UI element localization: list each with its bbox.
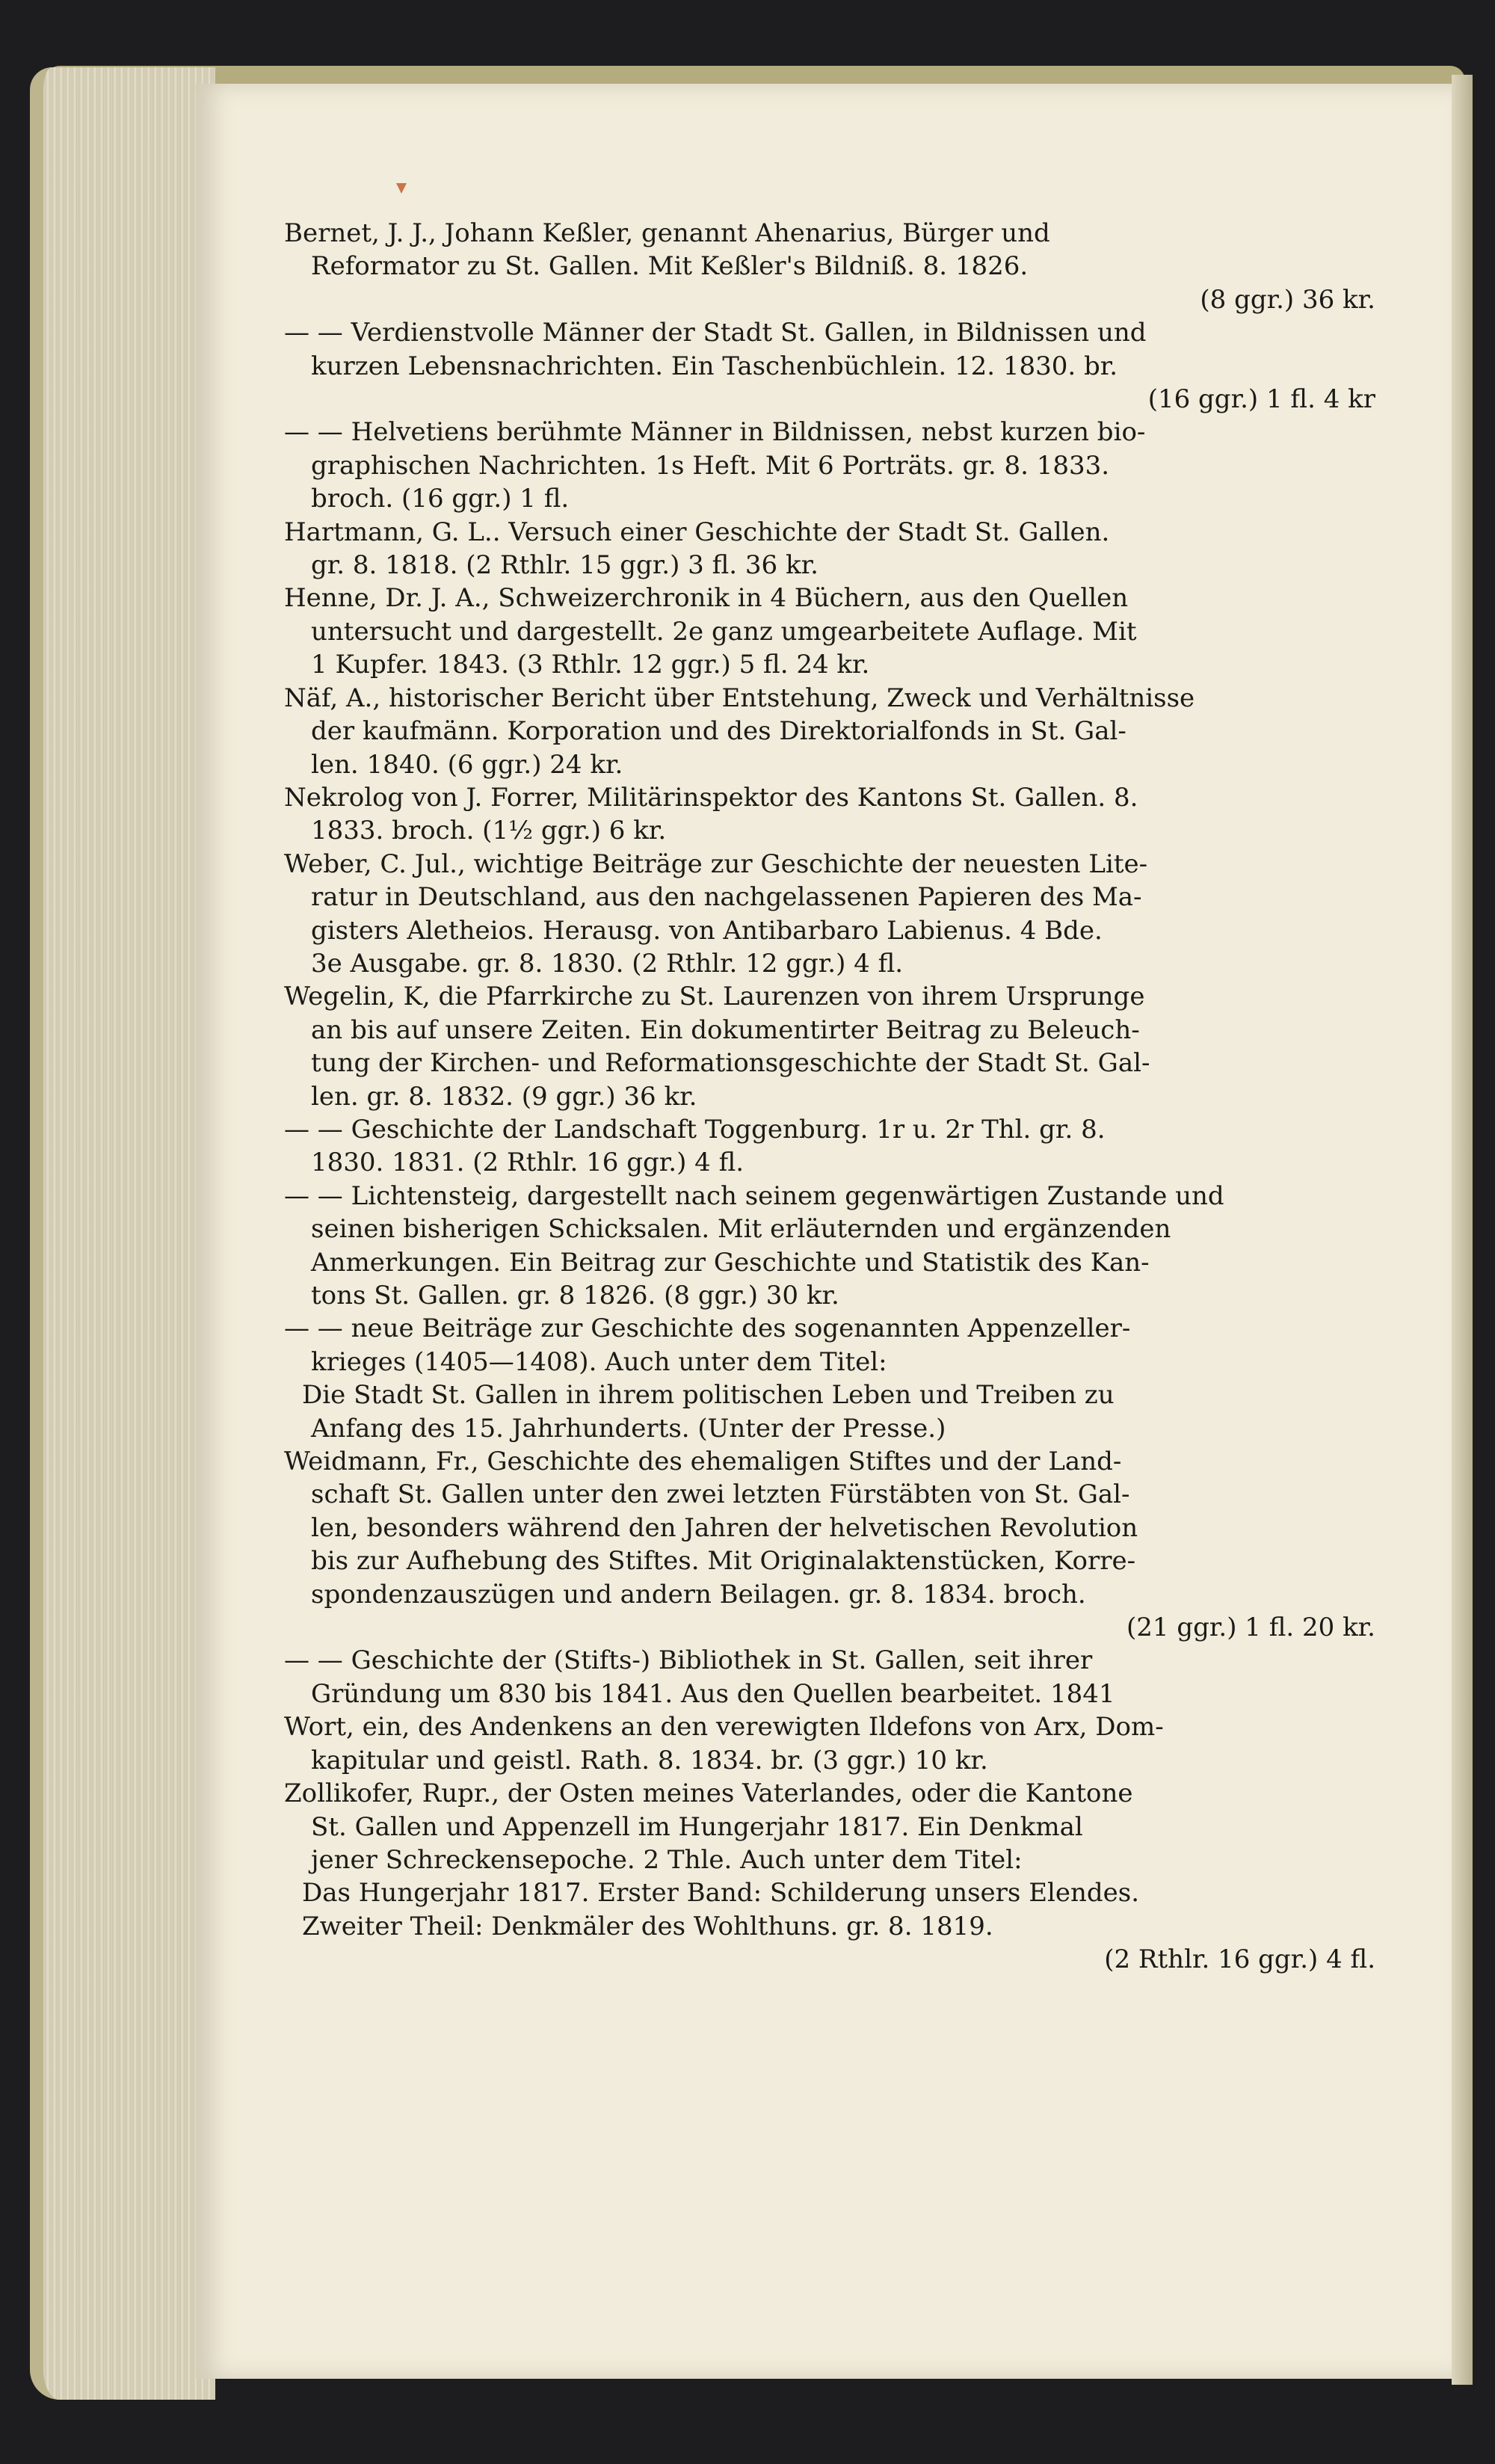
entry-line: Gründung um 830 bis 1841. Aus den Quellen bearbeitet. 1841 xyxy=(311,1678,1115,1709)
entry-line: Weidmann, Fr., Geschichte des ehemaligen Stiftes und der Land- xyxy=(284,1447,1122,1477)
entry-line: 1830. 1831. (2 Rthlr. 16 ggr.) 4 fl. xyxy=(311,1148,745,1178)
entry-line: — — Verdienstvolle Männer der Stadt St. Gallen, in Bildnissen und xyxy=(284,318,1147,348)
entry-line: Nekrolog von J. Forrer, Militärinspektor des Kantons St. Gallen. 8. xyxy=(284,782,1138,813)
entry-line: Bernet, J. J., Johann Keßler, genannt Ahenarius, Bürger und xyxy=(284,218,1050,248)
entry-line: Wort, ein, des Andenkens an den verewigten Ildefons von Arx, Dom- xyxy=(284,1712,1164,1743)
page-edges xyxy=(30,67,215,2400)
entry-line: — — Lichtensteig, dargestellt nach seinem gegenwärtigen Zustande und xyxy=(284,1180,1224,1211)
entry-line: — — Geschichte der (Stifts-) Bibliothek in St. Gallen, seit ihrer xyxy=(284,1645,1093,1676)
entry-line: untersucht und dargestellt. 2e ganz umgearbeitete Auflage. Mit xyxy=(311,616,1137,647)
catalog-entry xyxy=(284,516,1375,582)
entry-line: Henne, Dr. J. A., Schweizerchronik in 4 Büchern, aus den Quellen xyxy=(284,583,1129,614)
entry-line: tons St. Gallen. gr. 8 1826. (8 ggr.) 30 kr. xyxy=(311,1281,839,1310)
entry-line: gr. 8. 1818. (2 Rthlr. 15 ggr.) 3 fl. 36 kr. xyxy=(311,550,819,581)
catalog-entry xyxy=(284,217,1375,316)
entry-line: Näf, A., historischer Bericht über Entstehung, Zweck und Verhältnisse xyxy=(284,683,1195,713)
entry-line: Zweiter Theil: Denkmäler des Wohlthuns. gr. 8. 1819. xyxy=(302,1911,993,1941)
entry-line: jener Schreckensepoche. 2 Thle. Auch unter dem Titel: xyxy=(311,1844,1023,1875)
entry-line: Reformator zu St. Gallen. Mit Keßler's Bildniß. 8. 1826. xyxy=(311,251,1029,282)
catalog-entry xyxy=(284,1710,1375,1777)
entry-line: Anmerkungen. Ein Beitrag zur Geschichte und Statistik des Kan- xyxy=(311,1247,1150,1278)
entry-line: krieges (1405—1408). Auch unter dem Titel: xyxy=(311,1346,887,1377)
catalog-entry xyxy=(284,416,1375,515)
page-right-edge xyxy=(1452,75,1473,2385)
entry-line: broch. (16 ggr.) 1 fl. xyxy=(311,484,570,514)
entry-line: St. Gallen und Appenzell im Hungerjahr 1817. Ein Denkmal xyxy=(311,1811,1083,1842)
catalog-entry xyxy=(284,1180,1375,1313)
entry-line: Hartmann, G. L.. Versuch einer Geschichte der Stadt St. Gallen. xyxy=(284,517,1110,547)
entry-line: 1833. broch. (1½ ggr.) 6 kr. xyxy=(311,816,667,846)
entry-price: (2 Rthlr. 16 ggr.) 4 fl. xyxy=(1104,1944,1375,1975)
entry-line: spondenzauszügen und andern Beilagen. gr. 8. 1834. broch. xyxy=(311,1579,1086,1610)
entry-price: (8 ggr.) 36 kr. xyxy=(1200,284,1375,315)
catalog-entry xyxy=(284,1445,1375,1644)
catalog-entry xyxy=(284,1113,1375,1180)
entry-line: tung der Kirchen- und Reformationsgeschichte der Stadt St. Gal- xyxy=(311,1048,1150,1079)
entry-line: Weber, C. Jul., wichtige Beiträge zur Geschichte der neuesten Lite- xyxy=(284,848,1148,879)
entry-line: graphischen Nachrichten. 1s Heft. Mit 6 Porträts. gr. 8. 1833. xyxy=(311,450,1110,481)
entry-line: Anfang des 15. Jahrhunderts. (Unter der Presse.) xyxy=(311,1413,946,1444)
entry-line: Das Hungerjahr 1817. Erster Band: Schilderung unsers Elendes. xyxy=(302,1878,1140,1909)
entry-line: kurzen Lebensnachrichten. Ein Taschenbüchlein. 12. 1830. br. xyxy=(311,351,1118,381)
catalog-entry xyxy=(284,316,1375,416)
entry-line: Zollikofer, Rupr., der Osten meines Vaterlandes, oder die Kantone xyxy=(284,1778,1133,1809)
entry-line: Wegelin, K, die Pfarrkirche zu St. Laurenzen von ihrem Ursprunge xyxy=(284,982,1145,1012)
entry-line: schaft St. Gallen unter den zwei letzten Fürstäbten von St. Gal- xyxy=(311,1479,1130,1510)
catalog-entry xyxy=(284,980,1375,1113)
catalog-entry xyxy=(284,1644,1375,1710)
catalog-entry xyxy=(284,1777,1375,1976)
entry-line: Die Stadt St. Gallen in ihrem politischen Leben und Treiben zu xyxy=(302,1380,1115,1411)
catalog-entry xyxy=(284,781,1375,848)
catalog-entry xyxy=(284,1312,1375,1445)
entry-line: — — Geschichte der Landschaft Toggenburg. 1r u. 2r Thl. gr. 8. xyxy=(284,1114,1106,1145)
entry-line: der kaufmänn. Korporation und des Direktorialfonds in St. Gal- xyxy=(311,716,1126,747)
catalog-entry xyxy=(284,848,1375,981)
entry-line: an bis auf unsere Zeiten. Ein dokumentirter Beitrag zu Beleuch- xyxy=(311,1014,1140,1045)
entry-line: len. gr. 8. 1832. (9 ggr.) 36 kr. xyxy=(311,1081,697,1112)
entry-line: — — neue Beiträge zur Geschichte des sogenannten Appenzeller- xyxy=(284,1313,1131,1344)
entry-line: len, besonders während den Jahren der helvetischen Revolution xyxy=(311,1512,1138,1543)
entry-line: kapitular und geistl. Rath. 8. 1834. br. (3 ggr.) 10 kr. xyxy=(311,1745,988,1775)
catalog-entry xyxy=(284,682,1375,781)
entry-line: seinen bisherigen Schicksalen. Mit erläuternden und ergänzenden xyxy=(311,1214,1171,1245)
entry-price: (16 ggr.) 1 fl. 4 kr xyxy=(1147,384,1375,415)
entry-line: len. 1840. (6 ggr.) 24 kr. xyxy=(311,749,623,780)
entry-line: ratur in Deutschland, aus den nachgelassenen Papieren des Ma- xyxy=(311,882,1142,913)
entry-line: bis zur Aufhebung des Stiftes. Mit Originalaktenstücken, Korre- xyxy=(311,1546,1136,1577)
entry-line: gisters Aletheios. Herausg. von Antibarbaro Labienus. 4 Bde. xyxy=(311,915,1103,946)
catalog-text xyxy=(284,217,1375,1977)
catalog-entry xyxy=(284,582,1375,681)
entry-price: (21 ggr.) 1 fl. 20 kr. xyxy=(1126,1613,1375,1643)
entry-line: — — Helvetiens berühmte Männer in Bildnissen, nebst kurzen bio- xyxy=(284,417,1146,448)
entry-line: 1 Kupfer. 1843. (3 Rthlr. 12 ggr.) 5 fl. 24 kr. xyxy=(311,650,870,680)
entry-line: 3e Ausgabe. gr. 8. 1830. (2 Rthlr. 12 ggr.) 4 fl. xyxy=(311,948,904,979)
bookmark-mark-icon xyxy=(396,183,407,194)
